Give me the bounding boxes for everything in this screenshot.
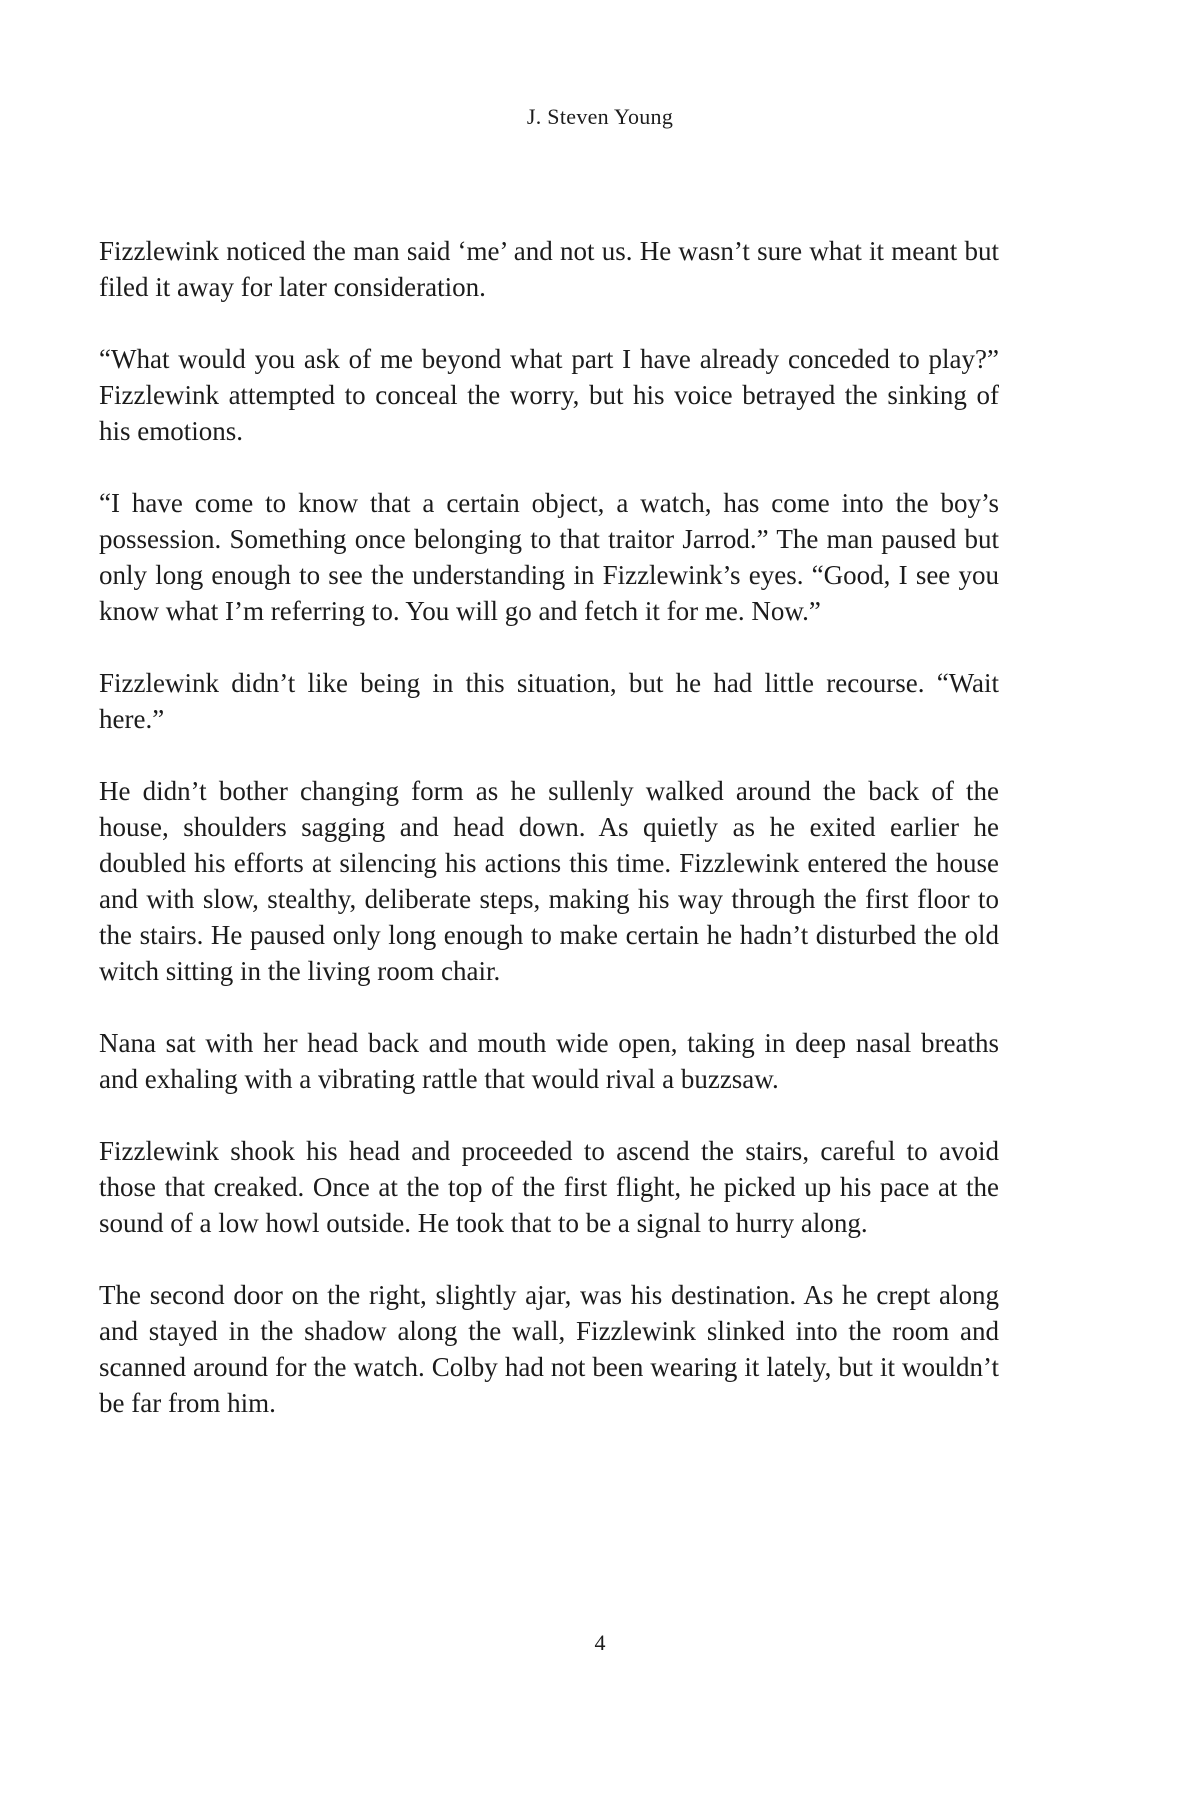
paragraph-6: Nana sat with her head back and mouth wide open, taking in deep nasal breaths and exhaling with a vibrating rattle that would rival a buzzsaw.: [99, 1028, 999, 1094]
page-number: 4: [594, 1630, 606, 1655]
running-header-author: J. Steven Young: [526, 104, 674, 129]
body-text: [99, 233, 999, 1457]
paragraph-4: Fizzlewink didn’t like being in this situation, but he had little recourse. “Wait here.”: [99, 668, 999, 734]
paragraph-1: Fizzlewink noticed the man said ‘me’ and not us. He wasn’t sure what it meant but filed it away for later consideration.: [99, 236, 999, 302]
paragraph-7: Fizzlewink shook his head and proceeded to ascend the stairs, careful to avoid those that creaked. Once at the top of the first flight, he picked up his pace at the sound of a low howl outside. He took that to be a signal to hurry along.: [99, 1136, 999, 1238]
paragraph-8: The second door on the right, slightly ajar, was his destination. As he crept along and stayed in the shadow along the wall, Fizzlewink slinked into the room and scanned around for the watch. Colby had not been wearing it lately, but it wouldn’t be far from him.: [99, 1280, 999, 1418]
paragraph-2: “What would you ask of me beyond what part I have already conceded to play?” Fizzlewink attempted to conceal the worry, but his voice betrayed the sinking of his emotions.: [99, 344, 999, 446]
paragraph-3: “I have come to know that a certain object, a watch, has come into the boy’s possession. Something once belonging to that traitor Jarrod.” The man paused but only long enough to see the understanding in Fizzlewink’s eyes. “Good, I see you know what I’m referring to. You will go and fetch it for me. Now.”: [99, 488, 999, 626]
paragraph-5: He didn’t bother changing form as he sullenly walked around the back of the house, shoulders sagging and head down. As quietly as he exited earlier he doubled his efforts at silencing his actions this time. Fizzlewink entered the house and with slow, stealthy, deliberate steps, making his way through the first floor to the stairs. He paused only long enough to make certain he hadn’t disturbed the old witch sitting in the living room chair.: [99, 776, 999, 986]
